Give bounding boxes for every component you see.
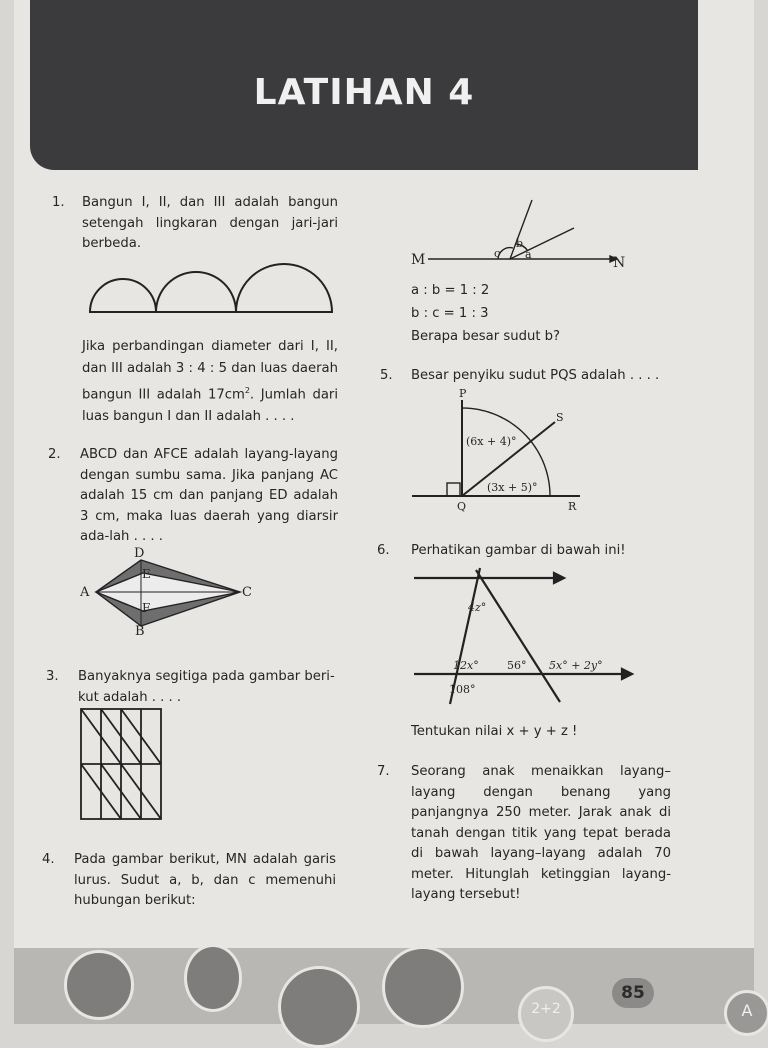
label-r: R — [568, 500, 577, 513]
dna-icon — [184, 944, 242, 1012]
angle-label-56: 56° — [507, 659, 527, 672]
q2-text: ABCD dan AFCE adalah layang-layang dengan sumbu sama. Jika panjang AC adalah 15 cm dan panjang ED adalah 3 cm, maka luas daerah yang diarsir ada-lah . . . . — [80, 447, 338, 544]
q7-number: 7. — [377, 764, 390, 779]
kite-label-d: D — [134, 546, 145, 561]
ruler-icon — [64, 950, 134, 1020]
angle-label-12x: 12x° — [453, 659, 479, 672]
q5-number: 5. — [380, 368, 393, 383]
angle-label-6x: (6x + 4)° — [466, 435, 517, 448]
kite-label-b: B — [135, 624, 145, 639]
kite-label-a: A — [80, 585, 90, 600]
math-badge: 2+2 — [518, 986, 574, 1042]
q1-question: Jika perbandingan diameter dari I, II, dan III adalah 3 : 4 : 5 dan luas daerah bangun III adalah $17cm^2$. Jumlah dari luas bangun I dan II adalah . . . . — [82, 339, 339, 425]
kite-figure — [90, 560, 240, 620]
letter-badge: A — [724, 990, 768, 1036]
angle-label-108: 108° — [449, 683, 476, 696]
kite-label-e: E — [142, 567, 151, 581]
q4-number: 4. — [42, 852, 55, 867]
header-banner — [30, 0, 698, 170]
laptop-icon — [278, 966, 360, 1048]
page-number: 85 — [612, 978, 654, 1008]
q1-number: 1. — [52, 195, 65, 210]
q4-ratio-2: b : c = 1 : 3 — [411, 306, 489, 321]
angle-label-3x: (3x + 5)° — [487, 481, 538, 494]
q6-question: Tentukan nilai x + y + z ! — [411, 724, 578, 739]
q4-text: Pada gambar berikut, MN adalah garis lurus. Sudut a, b, dan c memenuhi hubungan berikut: — [74, 852, 336, 908]
angle-label-c: c — [494, 247, 501, 260]
parallel-lines-figure — [412, 566, 634, 706]
angle-label-4z: 4z° — [468, 601, 487, 614]
angle-label-b: b — [516, 237, 524, 250]
q1-text: Bangun I, II, dan III adalah bangun setengah lingkaran dengan jari-jari berbeda. — [82, 195, 338, 251]
kite-label-f: F — [142, 601, 151, 615]
angle-label-a: a — [525, 248, 532, 261]
label-n: N — [613, 255, 626, 271]
page-title: LATIHAN 4 — [253, 72, 475, 113]
q7-text: Seorang anak menaikkan layang–layang dengan benang yang panjangnya 250 meter. Jarak anak di tanah dengan titik yang tepat berada di bawah layang–layang adalah 70 meter. Hitunglah ketinggian layang-layang tersebut! — [411, 764, 671, 902]
triangles-grid-figure — [80, 708, 162, 820]
label-m: M — [411, 252, 426, 268]
q4-ratio-1: a : b = 1 : 2 — [411, 283, 490, 298]
q2-number: 2. — [48, 447, 61, 462]
label-q: Q — [457, 500, 467, 513]
q3-text: Banyaknya segitiga pada gambar beri-kut adalah . . . . — [78, 669, 335, 705]
label-s: S — [556, 411, 564, 424]
flask-icon — [382, 946, 464, 1028]
semicircles-figure — [88, 255, 338, 315]
q6-number: 6. — [377, 543, 390, 558]
q6-text: Perhatikan gambar di bawah ini! — [411, 543, 626, 558]
q5-text: Besar penyiku sudut PQS adalah . . . . — [411, 368, 660, 383]
label-p: P — [459, 387, 467, 400]
line-mn-figure — [410, 196, 630, 266]
kite-label-c: C — [242, 585, 252, 600]
q3-number: 3. — [46, 669, 59, 684]
angle-label-5x2y: 5x° + 2y° — [549, 659, 603, 672]
q4-question: Berapa besar sudut b? — [411, 329, 561, 344]
